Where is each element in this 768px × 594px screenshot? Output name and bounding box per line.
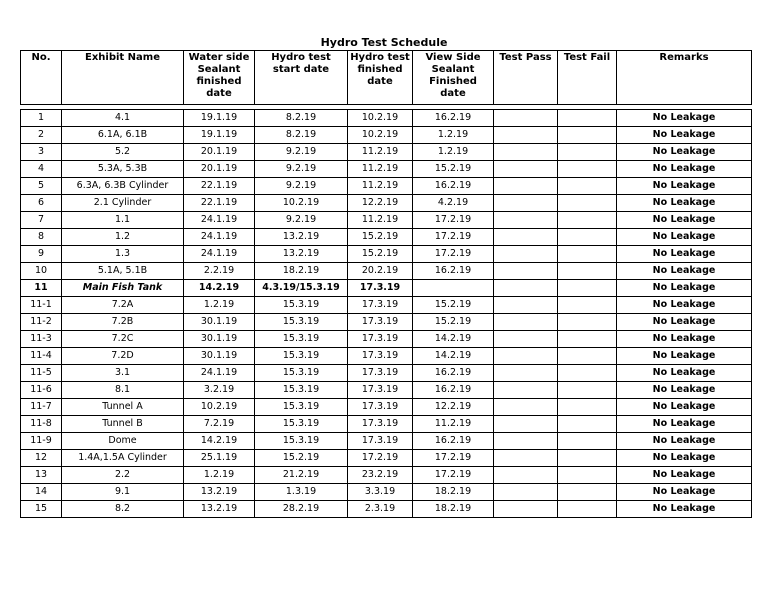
hydro-finished-date-cell: 17.3.19 — [348, 314, 413, 331]
row-number-cell: 6 — [21, 195, 62, 212]
hydro-start-date-cell: 9.2.19 — [255, 178, 348, 195]
view-side-sealant-date-cell — [413, 280, 494, 297]
hydro-start-date-cell: 15.3.19 — [255, 348, 348, 365]
row-number-cell: 4 — [21, 161, 62, 178]
water-side-sealant-date-cell: 20.1.19 — [184, 144, 255, 161]
hydro-finished-date-cell: 15.2.19 — [348, 229, 413, 246]
exhibit-name-cell: Tunnel A — [62, 399, 184, 416]
hydro-finished-date-cell: 15.2.19 — [348, 246, 413, 263]
hydro-finished-date-cell: 17.3.19 — [348, 297, 413, 314]
exhibit-name-cell: 7.2A — [62, 297, 184, 314]
hydro-start-date-cell: 4.3.19/15.3.19 — [255, 280, 348, 297]
view-side-sealant-date-cell: 18.2.19 — [413, 501, 494, 518]
hydro-finished-date-cell: 11.2.19 — [348, 212, 413, 229]
test-pass-cell — [494, 127, 558, 144]
hydro-finished-date-cell: 17.3.19 — [348, 416, 413, 433]
row-number-cell: 8 — [21, 229, 62, 246]
test-pass-cell — [494, 433, 558, 450]
row-number-cell: 11-2 — [21, 314, 62, 331]
view-side-sealant-date-cell: 11.2.19 — [413, 416, 494, 433]
test-fail-cell — [558, 280, 617, 297]
remarks-cell: No Leakage — [617, 263, 752, 280]
exhibit-name-cell: 7.2B — [62, 314, 184, 331]
remarks-cell: No Leakage — [617, 399, 752, 416]
test-fail-cell — [558, 399, 617, 416]
test-fail-cell — [558, 331, 617, 348]
exhibit-name-cell: 1.3 — [62, 246, 184, 263]
hydro-finished-date-cell: 17.3.19 — [348, 280, 413, 297]
remarks-cell: No Leakage — [617, 501, 752, 518]
hydro-start-date-cell: 15.3.19 — [255, 382, 348, 399]
header-no: No. — [21, 51, 62, 105]
table-row — [21, 110, 752, 127]
test-pass-cell — [494, 348, 558, 365]
hydro-finished-date-cell: 17.3.19 — [348, 399, 413, 416]
test-pass-cell — [494, 365, 558, 382]
table-row — [21, 399, 752, 416]
hydro-start-date-cell: 15.3.19 — [255, 297, 348, 314]
row-number-cell: 9 — [21, 246, 62, 263]
test-pass-cell — [494, 297, 558, 314]
view-side-sealant-date-cell: 4.2.19 — [413, 195, 494, 212]
remarks-cell: No Leakage — [617, 161, 752, 178]
remarks-cell: No Leakage — [617, 331, 752, 348]
table-row — [21, 467, 752, 484]
exhibit-name-cell: 1.1 — [62, 212, 184, 229]
test-pass-cell — [494, 280, 558, 297]
row-number-cell: 13 — [21, 467, 62, 484]
remarks-cell: No Leakage — [617, 484, 752, 501]
remarks-cell: No Leakage — [617, 280, 752, 297]
row-number-cell: 11-6 — [21, 382, 62, 399]
row-number-cell: 11-5 — [21, 365, 62, 382]
hydro-start-date-cell: 15.3.19 — [255, 433, 348, 450]
hydro-start-date-cell: 15.3.19 — [255, 314, 348, 331]
hydro-finished-date-cell: 10.2.19 — [348, 127, 413, 144]
remarks-cell: No Leakage — [617, 246, 752, 263]
water-side-sealant-date-cell: 22.1.19 — [184, 195, 255, 212]
hydro-start-date-cell: 15.3.19 — [255, 365, 348, 382]
remarks-cell: No Leakage — [617, 127, 752, 144]
hydro-start-date-cell: 13.2.19 — [255, 229, 348, 246]
row-number-cell: 7 — [21, 212, 62, 229]
water-side-sealant-date-cell: 1.2.19 — [184, 297, 255, 314]
test-fail-cell — [558, 348, 617, 365]
view-side-sealant-date-cell: 17.2.19 — [413, 212, 494, 229]
test-fail-cell — [558, 144, 617, 161]
water-side-sealant-date-cell: 13.2.19 — [184, 501, 255, 518]
hydro-finished-date-cell: 10.2.19 — [348, 110, 413, 127]
hydro-start-date-cell: 15.3.19 — [255, 416, 348, 433]
view-side-sealant-date-cell: 15.2.19 — [413, 297, 494, 314]
view-side-sealant-date-cell: 18.2.19 — [413, 484, 494, 501]
water-side-sealant-date-cell: 30.1.19 — [184, 314, 255, 331]
view-side-sealant-date-cell: 14.2.19 — [413, 331, 494, 348]
row-number-cell: 11-7 — [21, 399, 62, 416]
view-side-sealant-date-cell: 16.2.19 — [413, 110, 494, 127]
table-row — [21, 127, 752, 144]
water-side-sealant-date-cell: 30.1.19 — [184, 348, 255, 365]
hydro-finished-date-cell: 17.3.19 — [348, 433, 413, 450]
exhibit-name-cell: 5.2 — [62, 144, 184, 161]
view-side-sealant-date-cell: 16.2.19 — [413, 382, 494, 399]
test-pass-cell — [494, 382, 558, 399]
header-remarks: Remarks — [617, 51, 752, 105]
remarks-cell: No Leakage — [617, 110, 752, 127]
water-side-sealant-date-cell: 3.2.19 — [184, 382, 255, 399]
exhibit-name-cell: 1.2 — [62, 229, 184, 246]
exhibit-name-cell: 5.1A, 5.1B — [62, 263, 184, 280]
hydro-finished-date-cell: 11.2.19 — [348, 178, 413, 195]
exhibit-name-cell: 8.1 — [62, 382, 184, 399]
test-pass-cell — [494, 501, 558, 518]
test-pass-cell — [494, 467, 558, 484]
water-side-sealant-date-cell: 25.1.19 — [184, 450, 255, 467]
water-side-sealant-date-cell: 19.1.19 — [184, 127, 255, 144]
water-side-sealant-date-cell: 19.1.19 — [184, 110, 255, 127]
table-row — [21, 348, 752, 365]
table-row — [21, 297, 752, 314]
water-side-sealant-date-cell: 20.1.19 — [184, 161, 255, 178]
hydro-finished-date-cell: 17.3.19 — [348, 348, 413, 365]
exhibit-name-cell: 6.1A, 6.1B — [62, 127, 184, 144]
view-side-sealant-date-cell: 1.2.19 — [413, 127, 494, 144]
table-row — [21, 365, 752, 382]
document-title: Hydro Test Schedule — [320, 36, 448, 49]
test-fail-cell — [558, 161, 617, 178]
hydro-finished-date-cell: 17.3.19 — [348, 382, 413, 399]
test-fail-cell — [558, 484, 617, 501]
test-fail-cell — [558, 467, 617, 484]
exhibit-name-cell: 2.1 Cylinder — [62, 195, 184, 212]
exhibit-name-cell: 6.3A, 6.3B Cylinder — [62, 178, 184, 195]
row-number-cell: 15 — [21, 501, 62, 518]
remarks-cell: No Leakage — [617, 195, 752, 212]
water-side-sealant-date-cell: 13.2.19 — [184, 484, 255, 501]
hydro-start-date-cell: 9.2.19 — [255, 212, 348, 229]
test-fail-cell — [558, 212, 617, 229]
test-fail-cell — [558, 229, 617, 246]
row-number-cell: 14 — [21, 484, 62, 501]
test-fail-cell — [558, 110, 617, 127]
water-side-sealant-date-cell: 24.1.19 — [184, 229, 255, 246]
remarks-cell: No Leakage — [617, 229, 752, 246]
view-side-sealant-date-cell: 16.2.19 — [413, 433, 494, 450]
row-number-cell: 11-1 — [21, 297, 62, 314]
test-fail-cell — [558, 382, 617, 399]
test-pass-cell — [494, 195, 558, 212]
test-fail-cell — [558, 433, 617, 450]
hydro-finished-date-cell: 17.3.19 — [348, 331, 413, 348]
hydro-finished-date-cell: 2.3.19 — [348, 501, 413, 518]
hydro-start-date-cell: 13.2.19 — [255, 246, 348, 263]
test-pass-cell — [494, 399, 558, 416]
hydro-finished-date-cell: 17.3.19 — [348, 365, 413, 382]
water-side-sealant-date-cell: 22.1.19 — [184, 178, 255, 195]
remarks-cell: No Leakage — [617, 144, 752, 161]
water-side-sealant-date-cell: 10.2.19 — [184, 399, 255, 416]
hydro-finished-date-cell: 17.2.19 — [348, 450, 413, 467]
table-row — [21, 280, 752, 297]
test-fail-cell — [558, 416, 617, 433]
water-side-sealant-date-cell: 24.1.19 — [184, 246, 255, 263]
table-row — [21, 246, 752, 263]
test-fail-cell — [558, 263, 617, 280]
row-number-cell: 11-9 — [21, 433, 62, 450]
test-pass-cell — [494, 212, 558, 229]
water-side-sealant-date-cell: 30.1.19 — [184, 331, 255, 348]
hydro-start-date-cell: 8.2.19 — [255, 110, 348, 127]
hydro-start-date-cell: 21.2.19 — [255, 467, 348, 484]
test-fail-cell — [558, 501, 617, 518]
remarks-cell: No Leakage — [617, 178, 752, 195]
header-hydro-start: Hydro test start date — [255, 51, 348, 105]
table-row — [21, 382, 752, 399]
exhibit-name-cell: 2.2 — [62, 467, 184, 484]
table-row — [21, 484, 752, 501]
view-side-sealant-date-cell: 16.2.19 — [413, 178, 494, 195]
exhibit-name-cell: 9.1 — [62, 484, 184, 501]
header-hydro-finished: Hydro test finished date — [348, 51, 413, 105]
remarks-cell: No Leakage — [617, 382, 752, 399]
exhibit-name-cell: Tunnel B — [62, 416, 184, 433]
view-side-sealant-date-cell: 17.2.19 — [413, 450, 494, 467]
view-side-sealant-date-cell: 15.2.19 — [413, 161, 494, 178]
table-row — [21, 178, 752, 195]
hydro-finished-date-cell: 3.3.19 — [348, 484, 413, 501]
hydro-start-date-cell: 28.2.19 — [255, 501, 348, 518]
test-fail-cell — [558, 450, 617, 467]
test-pass-cell — [494, 110, 558, 127]
table-row — [21, 450, 752, 467]
exhibit-name-cell: 7.2C — [62, 331, 184, 348]
view-side-sealant-date-cell: 16.2.19 — [413, 263, 494, 280]
remarks-cell: No Leakage — [617, 416, 752, 433]
hydro-start-date-cell: 9.2.19 — [255, 161, 348, 178]
remarks-cell: No Leakage — [617, 297, 752, 314]
hydro-start-date-cell: 1.3.19 — [255, 484, 348, 501]
water-side-sealant-date-cell: 14.2.19 — [184, 433, 255, 450]
view-side-sealant-date-cell: 15.2.19 — [413, 314, 494, 331]
row-number-cell: 12 — [21, 450, 62, 467]
water-side-sealant-date-cell: 1.2.19 — [184, 467, 255, 484]
row-number-cell: 3 — [21, 144, 62, 161]
test-pass-cell — [494, 161, 558, 178]
hydro-finished-date-cell: 12.2.19 — [348, 195, 413, 212]
test-pass-cell — [494, 450, 558, 467]
test-pass-cell — [494, 246, 558, 263]
row-number-cell: 11-8 — [21, 416, 62, 433]
remarks-cell: No Leakage — [617, 365, 752, 382]
view-side-sealant-date-cell: 16.2.19 — [413, 365, 494, 382]
hydro-start-date-cell: 9.2.19 — [255, 144, 348, 161]
hydro-finished-date-cell: 23.2.19 — [348, 467, 413, 484]
table-row — [21, 331, 752, 348]
exhibit-name-cell: 8.2 — [62, 501, 184, 518]
row-number-cell: 10 — [21, 263, 62, 280]
water-side-sealant-date-cell: 2.2.19 — [184, 263, 255, 280]
hydro-start-date-cell: 10.2.19 — [255, 195, 348, 212]
test-fail-cell — [558, 297, 617, 314]
table-row — [21, 161, 752, 178]
table-row — [21, 314, 752, 331]
table-row — [21, 263, 752, 280]
row-number-cell: 5 — [21, 178, 62, 195]
remarks-cell: No Leakage — [617, 314, 752, 331]
hydro-test-schedule-table — [20, 50, 752, 518]
remarks-cell: No Leakage — [617, 467, 752, 484]
hydro-start-date-cell: 15.3.19 — [255, 331, 348, 348]
view-side-sealant-date-cell: 12.2.19 — [413, 399, 494, 416]
test-pass-cell — [494, 331, 558, 348]
test-fail-cell — [558, 195, 617, 212]
test-fail-cell — [558, 365, 617, 382]
test-pass-cell — [494, 178, 558, 195]
view-side-sealant-date-cell: 17.2.19 — [413, 467, 494, 484]
hydro-start-date-cell: 15.3.19 — [255, 399, 348, 416]
view-side-sealant-date-cell: 1.2.19 — [413, 144, 494, 161]
hydro-start-date-cell: 15.2.19 — [255, 450, 348, 467]
test-pass-cell — [494, 263, 558, 280]
test-pass-cell — [494, 144, 558, 161]
hydro-finished-date-cell: 11.2.19 — [348, 161, 413, 178]
table-row — [21, 433, 752, 450]
row-number-cell: 2 — [21, 127, 62, 144]
test-fail-cell — [558, 246, 617, 263]
water-side-sealant-date-cell: 24.1.19 — [184, 365, 255, 382]
table-row — [21, 416, 752, 433]
header-water-side-sealant: Water side Sealant finished date — [184, 51, 255, 105]
header-test-fail: Test Fail — [558, 51, 617, 105]
test-pass-cell — [494, 416, 558, 433]
view-side-sealant-date-cell: 17.2.19 — [413, 246, 494, 263]
table-row — [21, 229, 752, 246]
water-side-sealant-date-cell: 14.2.19 — [184, 280, 255, 297]
test-pass-cell — [494, 484, 558, 501]
remarks-cell: No Leakage — [617, 348, 752, 365]
exhibit-name-cell: Main Fish Tank — [62, 280, 184, 297]
exhibit-name-cell: 7.2D — [62, 348, 184, 365]
table-row — [21, 195, 752, 212]
table-row — [21, 144, 752, 161]
table-row — [21, 501, 752, 518]
hydro-finished-date-cell: 20.2.19 — [348, 263, 413, 280]
row-number-cell: 11-4 — [21, 348, 62, 365]
test-pass-cell — [494, 314, 558, 331]
header-exhibit-name: Exhibit Name — [62, 51, 184, 105]
test-fail-cell — [558, 178, 617, 195]
hydro-finished-date-cell: 11.2.19 — [348, 144, 413, 161]
row-number-cell: 1 — [21, 110, 62, 127]
view-side-sealant-date-cell: 14.2.19 — [413, 348, 494, 365]
remarks-cell: No Leakage — [617, 450, 752, 467]
header-row — [21, 51, 752, 105]
remarks-cell: No Leakage — [617, 433, 752, 450]
header-test-pass: Test Pass — [494, 51, 558, 105]
water-side-sealant-date-cell: 24.1.19 — [184, 212, 255, 229]
header-view-side-sealant: View Side Sealant Finished date — [413, 51, 494, 105]
test-pass-cell — [494, 229, 558, 246]
table-body — [21, 110, 752, 518]
water-side-sealant-date-cell: 7.2.19 — [184, 416, 255, 433]
exhibit-name-cell: 5.3A, 5.3B — [62, 161, 184, 178]
exhibit-name-cell: Dome — [62, 433, 184, 450]
exhibit-name-cell: 4.1 — [62, 110, 184, 127]
test-fail-cell — [558, 314, 617, 331]
row-number-cell: 11 — [21, 280, 62, 297]
exhibit-name-cell: 3.1 — [62, 365, 184, 382]
hydro-start-date-cell: 8.2.19 — [255, 127, 348, 144]
row-number-cell: 11-3 — [21, 331, 62, 348]
exhibit-name-cell: 1.4A,1.5A Cylinder — [62, 450, 184, 467]
remarks-cell: No Leakage — [617, 212, 752, 229]
test-fail-cell — [558, 127, 617, 144]
view-side-sealant-date-cell: 17.2.19 — [413, 229, 494, 246]
table-row — [21, 212, 752, 229]
hydro-start-date-cell: 18.2.19 — [255, 263, 348, 280]
